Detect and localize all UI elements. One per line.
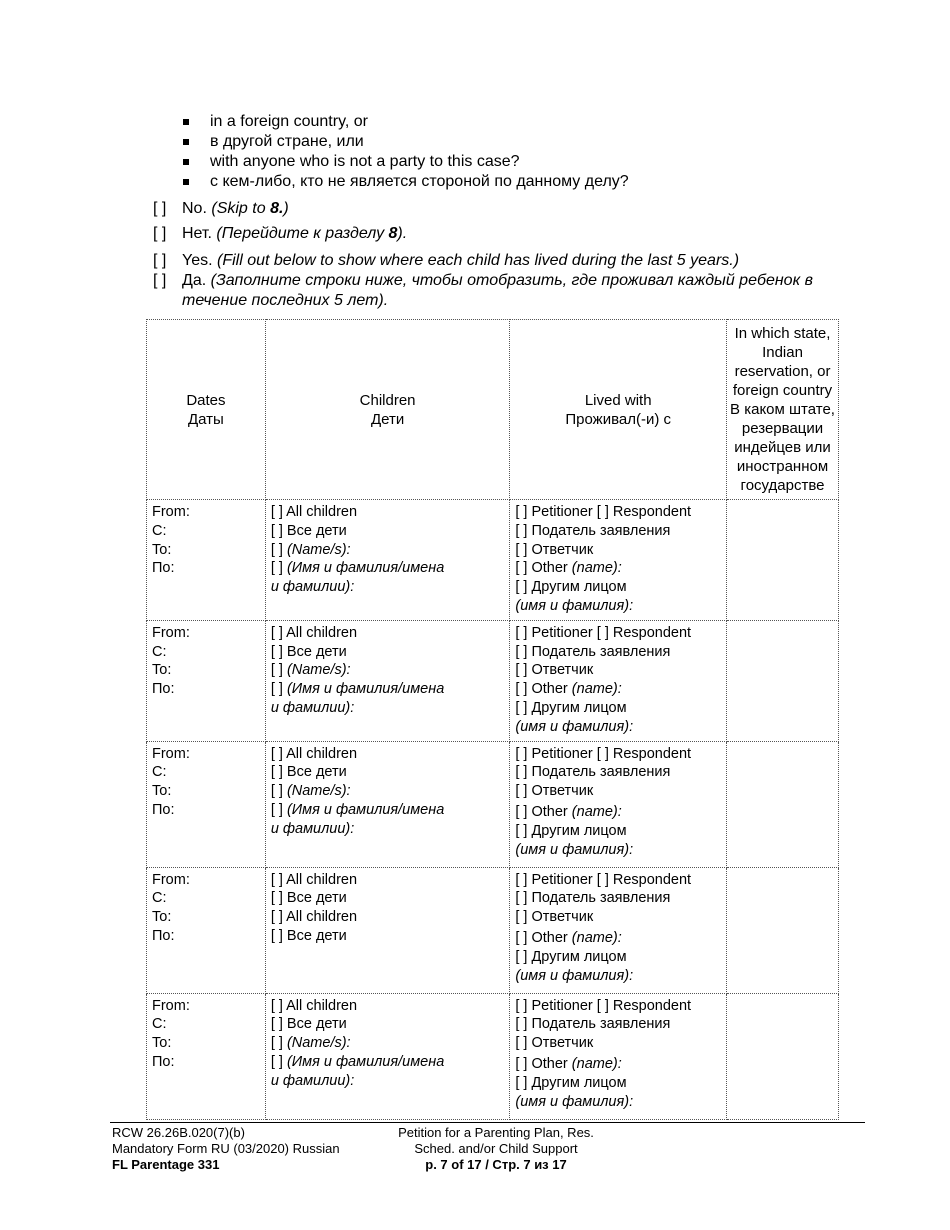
footer-form: Mandatory Form RU (03/2020) Russian [112,1141,340,1156]
from-label: From: [152,504,190,520]
box: [ ] [270,1035,283,1052]
respondent-ru-checkbox[interactable]: [ ] Ответчик [515,541,594,558]
box: [ ] [270,1053,283,1070]
respondent-ru-checkbox[interactable]: [ ] Ответчик [515,909,594,926]
table-header-row [147,320,839,500]
header-children-ru: Дети [370,410,405,428]
lived-with-cell[interactable] [510,741,727,867]
option-yes-en [153,251,813,271]
other-checkbox[interactable] [515,1055,721,1074]
other-label: Other [531,560,568,577]
other-checkbox[interactable] [515,803,721,822]
names-ru-label: (Имя и фамилия/имена [286,1053,445,1070]
children-cell[interactable] [265,993,510,1119]
footer-form-number: FL Parentage 331 [112,1157,220,1172]
dates-cell[interactable] [147,620,266,741]
all-children-ru-checkbox[interactable]: [ ] Все дети [270,764,347,781]
box: [ ] [515,929,528,946]
names-label: (Name/s): [286,541,351,558]
respondent-ru-checkbox[interactable]: [ ] Ответчик [515,662,594,679]
petitioner-ru-checkbox[interactable]: [ ] Податель заявления [515,890,671,907]
other-ru-checkbox[interactable]: [ ] Другим лицом [515,948,627,965]
dates-cell[interactable] [147,993,266,1119]
all-children-checkbox[interactable]: [ ] All children [270,909,358,926]
to-label: To: [152,909,172,926]
from-label-ru: С: [152,643,167,660]
other-ru-note: (имя и фамилия): [515,1093,634,1110]
box: [ ] [270,801,283,818]
yes-ru-checkbox[interactable]: [ ] [153,272,167,289]
option-yes-ru [153,271,813,311]
footer-page-number: p. 7 of 17 / Стр. 7 из 17 [425,1157,567,1172]
yes-ru-note: (Заполните строки ниже, чтобы отобразить, где проживал каждый ребенок в течение последних 5 лет). [182,272,813,309]
respondent-ru-checkbox[interactable]: [ ] Ответчик [515,783,594,800]
to-label-ru: По: [152,927,175,944]
header-lived-en: Lived with [584,391,652,409]
other-ru-checkbox[interactable]: [ ] Другим лицом [515,822,627,839]
names-ru-label-2: и фамилии): [270,1072,355,1089]
other-ru-checkbox[interactable]: [ ] Другим лицом [515,699,627,716]
names-label: (Name/s): [286,783,351,800]
footer-left [112,1125,340,1173]
other-ru-note: (имя и фамилия): [515,597,634,614]
table-row [147,741,839,867]
names-ru-checkbox[interactable] [271,680,505,699]
header-dates-ru: Даты [187,410,224,428]
other-label: Other [531,929,568,946]
names-ru-label: (Имя и фамилия/имена [286,801,445,818]
petitioner-respondent-checkbox[interactable]: [ ] Petitioner [ ] Respondent [515,871,692,888]
other-note: (name): [571,803,622,820]
all-children-checkbox[interactable]: [ ] All children [270,745,358,762]
header-children [265,320,510,500]
to-label-ru: По: [152,801,175,818]
petitioner-ru-checkbox[interactable]: [ ] Податель заявления [515,1016,671,1033]
other-note: (name): [571,1055,622,1072]
no-ru-checkbox[interactable]: [ ] [153,225,167,242]
box: [ ] [515,1055,528,1072]
names-ru-label-2: и фамилии): [270,699,355,716]
to-label-ru: По: [152,681,175,698]
to-label: To: [152,541,172,558]
petitioner-respondent-checkbox[interactable]: [ ] Petitioner [ ] Respondent [515,504,692,520]
from-label-ru: С: [152,1016,167,1033]
box: [ ] [270,681,283,698]
table-row [147,620,839,741]
section-ref: 8. [270,200,284,217]
bullet-item: с кем-либо, кто не является стороной по данному делу? [182,172,882,192]
from-label-ru: С: [152,522,167,539]
other-label: Other [531,1055,568,1072]
box: [ ] [515,560,528,577]
all-children-ru-checkbox[interactable]: [ ] Все дети [270,522,347,539]
box: [ ] [270,662,283,679]
all-children-checkbox[interactable]: [ ] All children [270,624,358,641]
other-label: Other [531,803,568,820]
other-checkbox[interactable] [515,680,721,699]
to-label: To: [152,1035,172,1052]
all-children-ru-checkbox[interactable]: [ ] Все дети [270,1016,347,1033]
no-label: No. [182,200,207,217]
header-dates-en: Dates [186,391,226,409]
children-cell[interactable] [265,867,510,993]
names-ru-checkbox[interactable] [271,1053,505,1072]
residence-table [146,319,839,1120]
table-row [147,867,839,993]
petitioner-ru-checkbox[interactable]: [ ] Податель заявления [515,764,671,781]
question-bullet-list [182,112,882,192]
names-ru-label: (Имя и фамилия/имена [286,681,445,698]
petitioner-ru-checkbox[interactable]: [ ] Податель заявления [515,643,671,660]
other-ru-note: (имя и фамилия): [515,967,634,984]
state-cell[interactable] [727,867,839,993]
lived-with-cell[interactable] [510,620,727,741]
from-label: From: [152,871,190,888]
dates-cell[interactable] [147,500,266,621]
all-children-checkbox[interactable]: [ ] All children [270,997,358,1014]
no-note-close: ) [283,200,289,217]
no-ru-note-close: ). [397,225,408,242]
petitioner-ru-checkbox[interactable]: [ ] Податель заявления [515,522,671,539]
header-state-ru: В каком штате, резервации индейцев или иностранном государстве [730,401,835,494]
state-cell[interactable] [727,620,839,741]
header-children-en: Children [359,391,416,409]
all-children-checkbox[interactable]: [ ] All children [270,504,358,520]
state-cell[interactable] [727,500,839,621]
state-cell[interactable] [727,741,839,867]
from-label: From: [152,624,190,641]
names-ru-checkbox[interactable] [271,801,505,820]
names-ru-label-2: и фамилии): [270,820,355,837]
bullet-item: в другой стране, или [182,132,882,152]
footer-divider [110,1122,865,1123]
names-checkbox[interactable] [271,541,505,560]
other-ru-checkbox[interactable]: [ ] Другим лицом [515,1074,627,1091]
footer-center [389,1125,603,1173]
children-cell[interactable] [265,620,510,741]
header-lived-ru: Проживал(-и) с [565,410,672,428]
all-children-ru-checkbox[interactable]: [ ] Все дети [270,643,347,660]
other-ru-note: (имя и фамилия): [515,841,634,858]
to-label: To: [152,783,172,800]
all-children-ru-checkbox[interactable]: [ ] Все дети [270,927,347,944]
section-ref-ru: 8 [388,225,398,242]
table-row [147,993,839,1119]
other-ru-note: (имя и фамилия): [515,718,634,735]
from-label-ru: С: [152,890,167,907]
box: [ ] [270,560,283,577]
table-row [147,500,839,621]
all-children-ru-checkbox[interactable]: [ ] Все дети [270,890,347,907]
lived-with-cell[interactable] [510,500,727,621]
state-cell[interactable] [727,993,839,1119]
other-ru-checkbox[interactable]: [ ] Другим лицом [515,579,627,596]
to-label-ru: По: [152,1053,175,1070]
header-state-en: In which state, Indian reservation, or foreign country [732,325,833,399]
yes-checkbox[interactable]: [ ] [153,252,167,269]
other-note: (name): [571,929,622,946]
header-dates [147,320,266,500]
from-label: From: [152,745,190,762]
to-label-ru: По: [152,560,175,577]
respondent-ru-checkbox[interactable]: [ ] Ответчик [515,1035,594,1052]
footer-title-1: Petition for a Parenting Plan, Res. [398,1125,594,1140]
header-lived-with [510,320,727,500]
other-note: (name): [571,681,622,698]
names-label: (Name/s): [286,1035,351,1052]
no-note: (Skip to [211,200,266,217]
names-checkbox[interactable] [271,782,505,801]
names-ru-checkbox[interactable] [271,559,505,578]
footer-rcw: RCW 26.26B.020(7)(b) [112,1125,245,1140]
other-checkbox[interactable] [515,929,721,948]
to-label: To: [152,662,172,679]
dates-cell[interactable] [147,867,266,993]
option-no-ru [153,224,813,244]
all-children-checkbox[interactable]: [ ] All children [270,871,358,888]
box: [ ] [270,783,283,800]
names-checkbox[interactable] [271,661,505,680]
from-label: From: [152,997,190,1014]
bullet-item: in a foreign country, or [182,112,882,132]
petitioner-respondent-checkbox[interactable]: [ ] Petitioner [ ] Respondent [515,745,692,762]
no-checkbox[interactable]: [ ] [153,200,167,217]
yes-note: (Fill out below to show where each child has lived during the last 5 years.) [217,252,740,269]
petitioner-respondent-checkbox[interactable]: [ ] Petitioner [ ] Respondent [515,997,692,1014]
names-ru-label-2: и фамилии): [270,579,355,596]
box: [ ] [515,681,528,698]
yes-ru-label: Да. [182,272,207,289]
names-ru-label: (Имя и фамилия/имена [286,560,445,577]
no-ru-label: Нет. [182,225,212,242]
names-checkbox[interactable] [271,1034,505,1053]
lived-with-cell[interactable] [510,867,727,993]
yes-label: Yes. [182,252,213,269]
box: [ ] [515,803,528,820]
from-label-ru: С: [152,764,167,781]
other-label: Other [531,681,568,698]
bullet-item: with anyone who is not a party to this case? [182,152,882,172]
dates-cell[interactable] [147,741,266,867]
box: [ ] [270,541,283,558]
petitioner-respondent-checkbox[interactable]: [ ] Petitioner [ ] Respondent [515,624,692,641]
option-no-en [153,199,813,219]
other-checkbox[interactable] [515,559,721,578]
children-cell[interactable] [265,741,510,867]
header-state [727,320,839,500]
other-note: (name): [571,560,622,577]
lived-with-cell[interactable] [510,993,727,1119]
children-cell[interactable] [265,500,510,621]
names-label: (Name/s): [286,662,351,679]
footer-title-2: Sched. and/or Child Support [414,1141,578,1156]
no-ru-note: (Перейдите к разделу [216,225,385,242]
